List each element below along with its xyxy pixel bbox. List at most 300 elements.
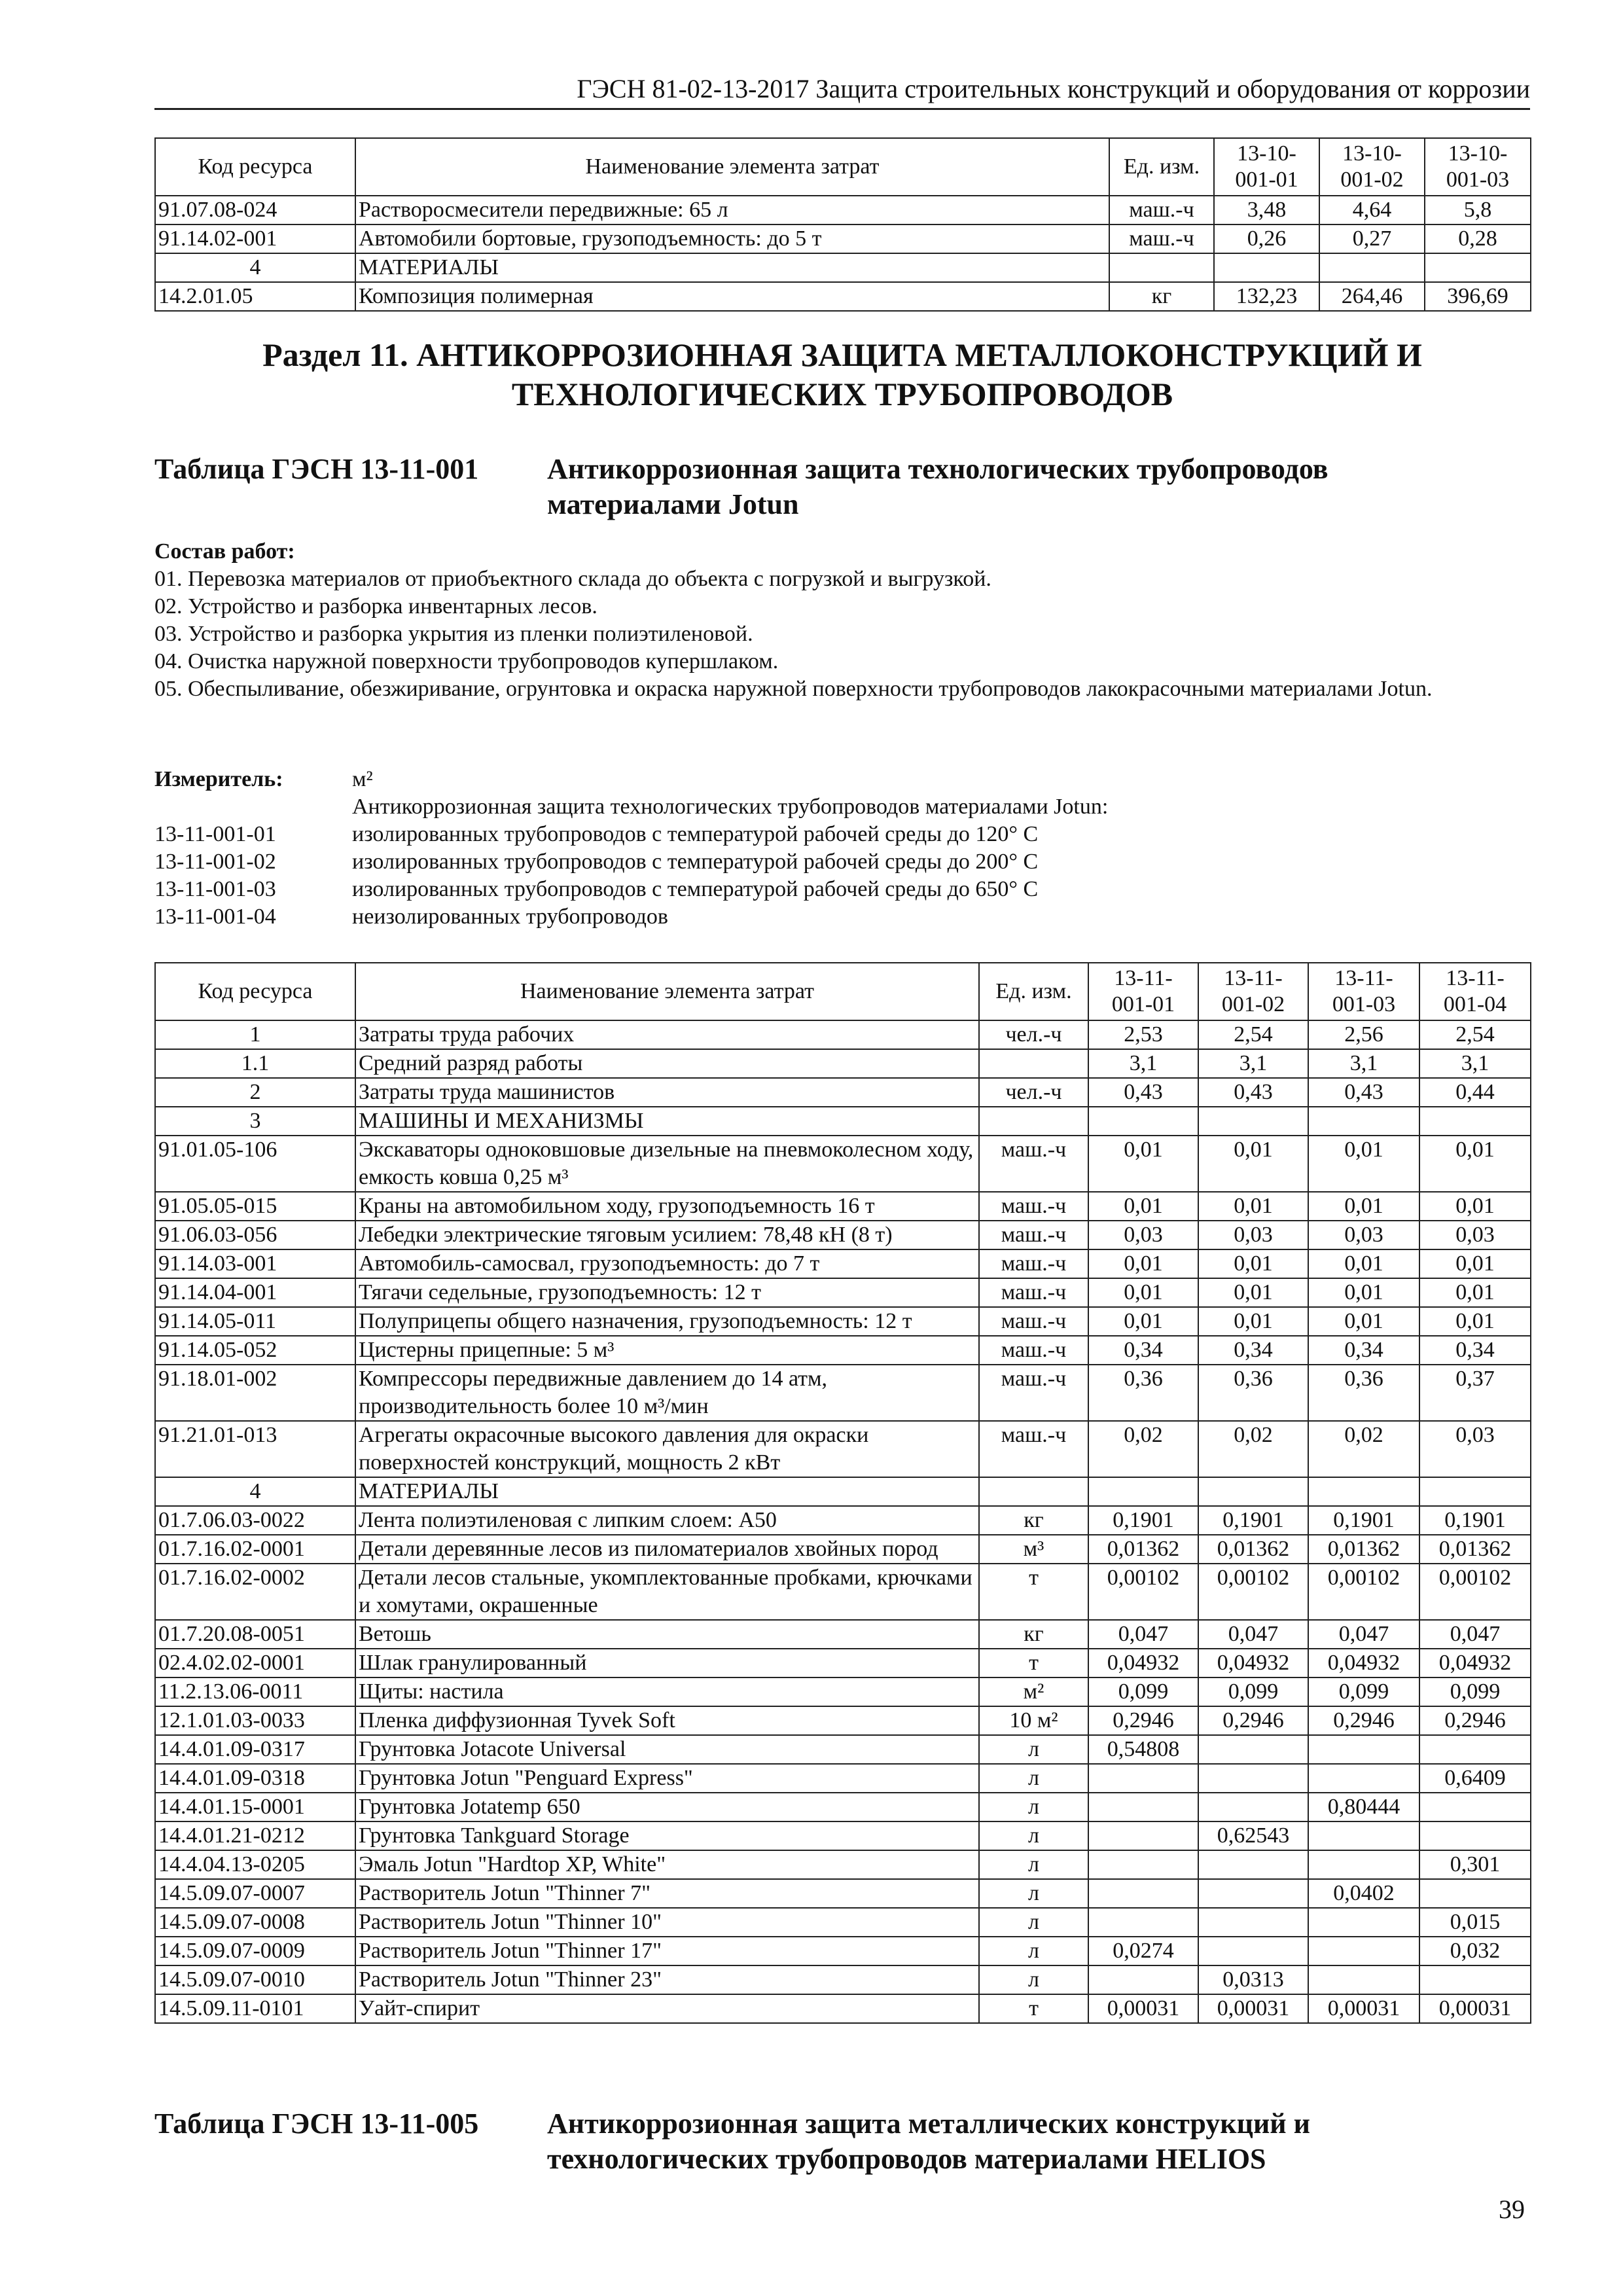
resource-table-13-10 (154, 137, 1531, 312)
resource-code: 14.4.04.13-0205 (155, 1850, 355, 1879)
norm-value: 0,01 (1198, 1278, 1308, 1307)
norm-value: 0,01 (1088, 1249, 1198, 1278)
table-row (155, 1249, 1531, 1278)
norm-value: 2,56 (1308, 1020, 1419, 1049)
unit-cell (979, 1107, 1088, 1136)
col-norm-header: 13-10- 001-01 (1214, 138, 1319, 196)
table-row (155, 224, 1531, 253)
resource-code: 12.1.01.03-0033 (155, 1706, 355, 1735)
norm-value: 0,099 (1308, 1677, 1419, 1706)
resource-code: 91.21.01-013 (155, 1421, 355, 1477)
table-row (155, 1764, 1531, 1793)
resource-code: 91.14.02-001 (155, 224, 355, 253)
table-row (155, 282, 1531, 311)
col-norm-header: 13-10- 001-02 (1319, 138, 1425, 196)
unit-cell: маш.-ч (979, 1307, 1088, 1336)
table-heading-title: Антикоррозионная защита металлических конструкций и технологических трубопроводов материалами HELIOS (547, 2108, 1310, 2175)
resource-name: Пленка диффузионная Tyvek Soft (355, 1706, 979, 1735)
measure-text: изолированных трубопроводов с температурой рабочей среды до 650° С (352, 877, 1039, 901)
section-title: Раздел 11. АНТИКОРРОЗИОННАЯ ЗАЩИТА МЕТАЛЛОКОНСТРУКЦИЙ И ТЕХНОЛОГИЧЕСКИХ ТРУБОПРОВОДОВ (262, 336, 1422, 412)
norm-value: 0,03 (1308, 1221, 1419, 1249)
col-unit-header: Ед. изм. (979, 963, 1088, 1020)
work-composition (154, 538, 1530, 703)
unit-cell: маш.-ч (1109, 196, 1214, 224)
resource-code: 14.2.01.05 (155, 282, 355, 311)
col-norm-header: 13-11- 001-03 (1308, 963, 1419, 1020)
norm-value: 2,53 (1088, 1020, 1198, 1049)
norm-value: 0,01 (1198, 1136, 1308, 1192)
norm-value: 0,43 (1308, 1078, 1419, 1107)
resource-code: 14.5.09.07-0007 (155, 1879, 355, 1908)
table-heading-title: Антикоррозионная защита технологических трубопроводов материалами Jotun (547, 453, 1329, 520)
norm-value: 264,46 (1319, 282, 1425, 311)
norm-value (1419, 1821, 1531, 1850)
norm-value: 0,01 (1198, 1249, 1308, 1278)
norm-value: 0,01362 (1419, 1535, 1531, 1564)
unit-cell (1109, 253, 1214, 282)
resource-code: 4 (155, 1477, 355, 1506)
norm-value: 0,34 (1198, 1336, 1308, 1365)
norm-value: 0,04932 (1198, 1649, 1308, 1677)
norm-value: 0,301 (1419, 1850, 1531, 1879)
norm-value (1419, 1793, 1531, 1821)
norm-value: 0,01 (1308, 1249, 1419, 1278)
table-row (155, 1879, 1531, 1908)
norm-value (1198, 1477, 1308, 1506)
unit-cell: л (979, 1764, 1088, 1793)
group-row (155, 1477, 1531, 1506)
unit-cell (979, 1049, 1088, 1078)
resource-code: 14.5.09.07-0010 (155, 1965, 355, 1994)
norm-value (1419, 1107, 1531, 1136)
norm-value: 0,0274 (1088, 1937, 1198, 1965)
norm-value (1308, 1908, 1419, 1937)
table-row (155, 1649, 1531, 1677)
resource-name: Тягачи седельные, грузоподъемность: 12 т (355, 1278, 979, 1307)
norm-value: 0,34 (1419, 1336, 1531, 1365)
norm-value: 0,01 (1198, 1307, 1308, 1336)
norm-value: 0,28 (1425, 224, 1531, 253)
col-name-header: Наименование элемента затрат (355, 138, 1109, 196)
resource-name: Средний разряд работы (355, 1049, 979, 1078)
norm-value: 0,03 (1419, 1221, 1531, 1249)
resource-code: 14.5.09.07-0008 (155, 1908, 355, 1937)
unit-cell: маш.-ч (979, 1421, 1088, 1477)
resource-name: Грунтовка Jotun "Penguard Express" (355, 1764, 979, 1793)
norm-value: 3,1 (1088, 1049, 1198, 1078)
resource-name: Растворитель Jotun "Thinner 23" (355, 1965, 979, 1994)
resource-table-13-11-001 (154, 962, 1531, 2024)
norm-value (1088, 1850, 1198, 1879)
measure-text: неизолированных трубопроводов (352, 905, 668, 929)
resource-code: 02.4.02.02-0001 (155, 1649, 355, 1677)
group-row (155, 1107, 1531, 1136)
table-row (155, 1850, 1531, 1879)
norm-value: 0,047 (1198, 1620, 1308, 1649)
resource-name: МАШИНЫ И МЕХАНИЗМЫ (355, 1107, 979, 1136)
resource-name: Растворосмесители передвижные: 65 л (355, 196, 1109, 224)
resource-code: 91.14.05-011 (155, 1307, 355, 1336)
norm-value: 0,00031 (1198, 1994, 1308, 2023)
norm-value: 0,047 (1088, 1620, 1198, 1649)
norm-value: 5,8 (1425, 196, 1531, 224)
table-row (155, 1020, 1531, 1049)
resource-name: Лента полиэтиленовая с липким слоем: А50 (355, 1506, 979, 1535)
measure-block (154, 766, 1530, 931)
resource-code: 91.06.03-056 (155, 1221, 355, 1249)
norm-value (1088, 1793, 1198, 1821)
norm-value: 0,54808 (1088, 1735, 1198, 1764)
resource-code: 2 (155, 1078, 355, 1107)
resource-name: МАТЕРИАЛЫ (355, 253, 1109, 282)
norm-value: 0,00031 (1419, 1994, 1531, 2023)
norm-value: 0,00102 (1308, 1564, 1419, 1620)
norm-value: 0,36 (1308, 1365, 1419, 1421)
norm-value: 0,03 (1088, 1221, 1198, 1249)
norm-value: 396,69 (1425, 282, 1531, 311)
resource-code: 14.5.09.07-0009 (155, 1937, 355, 1965)
table-row (155, 1078, 1531, 1107)
norm-value: 0,01 (1088, 1136, 1198, 1192)
col-code-header: Код ресурса (155, 963, 355, 1020)
norm-value (1308, 1850, 1419, 1879)
norm-value: 0,01362 (1088, 1535, 1198, 1564)
norm-value (1198, 1850, 1308, 1879)
table-row (155, 1735, 1531, 1764)
resource-name: Растворитель Jotun "Thinner 17" (355, 1937, 979, 1965)
unit-cell: л (979, 1850, 1088, 1879)
unit-cell: маш.-ч (979, 1336, 1088, 1365)
norm-value (1088, 1965, 1198, 1994)
resource-code: 14.4.01.21-0212 (155, 1821, 355, 1850)
norm-value (1308, 1965, 1419, 1994)
norm-value: 0,00102 (1419, 1564, 1531, 1620)
norm-value: 0,26 (1214, 224, 1319, 253)
norm-value: 0,2946 (1088, 1706, 1198, 1735)
running-header: ГЭСН 81-02-13-2017 Защита строительных конструкций и оборудования от коррозии (154, 73, 1530, 110)
norm-value: 0,34 (1088, 1336, 1198, 1365)
norm-value: 0,02 (1198, 1421, 1308, 1477)
resource-name: Детали деревянные лесов из пиломатериалов хвойных пород (355, 1535, 979, 1564)
measure-intro: Антикоррозионная защита технологических трубопроводов материалами Jotun: (352, 795, 1109, 819)
norm-value: 3,1 (1419, 1049, 1531, 1078)
resource-code: 91.14.03-001 (155, 1249, 355, 1278)
norm-value: 2,54 (1419, 1020, 1531, 1049)
norm-value: 3,1 (1308, 1049, 1419, 1078)
norm-value: 0,01362 (1198, 1535, 1308, 1564)
resource-name: Щиты: настила (355, 1677, 979, 1706)
norm-value: 0,00031 (1088, 1994, 1198, 2023)
norm-value (1308, 1107, 1419, 1136)
norm-value: 0,01 (1088, 1192, 1198, 1221)
measure-code: 13-11-001-02 (154, 850, 276, 874)
work-item: 04. Очистка наружной поверхности трубопроводов купершлаком. (154, 649, 779, 673)
table-row (155, 1937, 1531, 1965)
work-item: 03. Устройство и разборка укрытия из пленки полиэтиленовой. (154, 622, 753, 646)
norm-value: 0,099 (1198, 1677, 1308, 1706)
norm-value: 0,43 (1088, 1078, 1198, 1107)
unit-cell: маш.-ч (979, 1365, 1088, 1421)
table-row (155, 1620, 1531, 1649)
norm-value: 0,37 (1419, 1365, 1531, 1421)
col-name-header: Наименование элемента затрат (355, 963, 979, 1020)
table-row (155, 1365, 1531, 1421)
resource-name: Растворитель Jotun "Thinner 7" (355, 1879, 979, 1908)
unit-cell: маш.-ч (979, 1192, 1088, 1221)
table-row (155, 196, 1531, 224)
table-body (155, 1020, 1531, 2023)
col-norm-header: 13-11- 001-04 (1419, 963, 1531, 1020)
table-row (155, 1564, 1531, 1620)
norm-value (1088, 1107, 1198, 1136)
norm-value (1425, 253, 1531, 282)
unit-cell: маш.-ч (979, 1136, 1088, 1192)
norm-value: 0,04932 (1419, 1649, 1531, 1677)
norm-value: 0,00102 (1198, 1564, 1308, 1620)
resource-name: Агрегаты окрасочные высокого давления для окраски поверхностей конструкций, мощность 2 кВт (355, 1421, 979, 1477)
resource-code: 01.7.16.02-0002 (155, 1564, 355, 1620)
unit-cell: чел.-ч (979, 1078, 1088, 1107)
group-row (155, 253, 1531, 282)
unit-cell: л (979, 1879, 1088, 1908)
norm-value: 0,01362 (1308, 1535, 1419, 1564)
resource-code: 4 (155, 253, 355, 282)
norm-value (1319, 253, 1425, 282)
col-norm-header: 13-10- 001-03 (1425, 138, 1531, 196)
table-row (155, 1994, 1531, 2023)
norm-value: 0,01 (1419, 1307, 1531, 1336)
measure-unit: м² (352, 767, 373, 791)
norm-value: 2,54 (1198, 1020, 1308, 1049)
resource-code: 14.4.01.15-0001 (155, 1793, 355, 1821)
unit-cell: т (979, 1994, 1088, 2023)
unit-cell: маш.-ч (979, 1278, 1088, 1307)
unit-cell: л (979, 1965, 1088, 1994)
col-norm-header: 13-11- 001-02 (1198, 963, 1308, 1020)
unit-cell: кг (979, 1620, 1088, 1649)
norm-value: 0,0313 (1198, 1965, 1308, 1994)
resource-name: Полуприцепы общего назначения, грузоподъемность: 12 т (355, 1307, 979, 1336)
resource-code: 91.07.08-024 (155, 196, 355, 224)
table-row (155, 1821, 1531, 1850)
norm-value: 0,015 (1419, 1908, 1531, 1937)
table-row (155, 1677, 1531, 1706)
norm-value (1088, 1879, 1198, 1908)
norm-value: 0,01 (1419, 1192, 1531, 1221)
norm-value: 0,03 (1419, 1421, 1531, 1477)
norm-value (1419, 1477, 1531, 1506)
resource-name: Грунтовка Jotatemp 650 (355, 1793, 979, 1821)
norm-value: 0,43 (1198, 1078, 1308, 1107)
norm-value: 132,23 (1214, 282, 1319, 311)
unit-cell: л (979, 1937, 1088, 1965)
resource-code: 1.1 (155, 1049, 355, 1078)
norm-value: 0,2946 (1419, 1706, 1531, 1735)
norm-value: 0,62543 (1198, 1821, 1308, 1850)
resource-name: Компрессоры передвижные давлением до 14 атм, производительность более 10 м³/мин (355, 1365, 979, 1421)
norm-value: 0,01 (1308, 1307, 1419, 1336)
measure-code: 13-11-001-04 (154, 905, 276, 929)
norm-value: 0,04932 (1308, 1649, 1419, 1677)
norm-value (1088, 1477, 1198, 1506)
norm-value (1308, 1764, 1419, 1793)
norm-value: 4,64 (1319, 196, 1425, 224)
norm-value (1088, 1908, 1198, 1937)
resource-name: Затраты труда машинистов (355, 1078, 979, 1107)
resource-name: Шлак гранулированный (355, 1649, 979, 1677)
resource-name: Автомобиль-самосвал, грузоподъемность: до 7 т (355, 1249, 979, 1278)
norm-value: 0,032 (1419, 1937, 1531, 1965)
norm-value (1308, 1937, 1419, 1965)
col-norm-header: 13-11- 001-01 (1088, 963, 1198, 1020)
table-heading-label: Таблица ГЭСН 13-11-001 (154, 453, 479, 485)
resource-code: 01.7.16.02-0001 (155, 1535, 355, 1564)
unit-cell: м² (979, 1677, 1088, 1706)
table-row (155, 1535, 1531, 1564)
table-row (155, 1965, 1531, 1994)
measure-text: изолированных трубопроводов с температурой рабочей среды до 120° С (352, 822, 1039, 846)
norm-value: 0,01 (1088, 1307, 1198, 1336)
norm-value (1419, 1735, 1531, 1764)
norm-value: 0,00102 (1088, 1564, 1198, 1620)
norm-value: 0,0402 (1308, 1879, 1419, 1908)
work-composition-heading: Состав работ: (154, 539, 295, 564)
norm-value (1198, 1879, 1308, 1908)
resource-code: 91.01.05-106 (155, 1136, 355, 1192)
table-row (155, 1336, 1531, 1365)
table-heading-label: Таблица ГЭСН 13-11-005 (154, 2108, 479, 2140)
norm-value: 0,03 (1198, 1221, 1308, 1249)
norm-value (1419, 1965, 1531, 1994)
norm-value: 0,00031 (1308, 1994, 1419, 2023)
norm-value: 0,01 (1198, 1192, 1308, 1221)
norm-value (1088, 1821, 1198, 1850)
norm-value: 0,80444 (1308, 1793, 1419, 1821)
norm-value (1198, 1908, 1308, 1937)
col-unit-header: Ед. изм. (1109, 138, 1214, 196)
table-row (155, 1278, 1531, 1307)
norm-value: 0,01 (1419, 1278, 1531, 1307)
page-number: 39 (1499, 2195, 1525, 2224)
resource-code: 01.7.06.03-0022 (155, 1506, 355, 1535)
work-item: 01. Перевозка материалов от приобъектного склада до объекта с погрузкой и выгрузкой. (154, 567, 991, 591)
resource-code: 01.7.20.08-0051 (155, 1620, 355, 1649)
measure-code: 13-11-001-01 (154, 822, 276, 846)
resource-code: 91.18.01-002 (155, 1365, 355, 1421)
norm-value: 0,27 (1319, 224, 1425, 253)
measure-label: Измеритель: (154, 767, 283, 791)
measure-code: 13-11-001-03 (154, 877, 276, 901)
norm-value: 0,04932 (1088, 1649, 1198, 1677)
norm-value: 0,1901 (1308, 1506, 1419, 1535)
resource-code: 1 (155, 1020, 355, 1049)
resource-code: 91.05.05-015 (155, 1192, 355, 1221)
resource-name: Грунтовка Tankguard Storage (355, 1821, 979, 1850)
unit-cell: л (979, 1908, 1088, 1937)
norm-value: 0,44 (1419, 1078, 1531, 1107)
norm-value (1308, 1477, 1419, 1506)
table-row (155, 1908, 1531, 1937)
resource-code: 11.2.13.06-0011 (155, 1677, 355, 1706)
resource-code: 14.4.01.09-0318 (155, 1764, 355, 1793)
resource-name: Композиция полимерная (355, 282, 1109, 311)
resource-name: Растворитель Jotun "Thinner 10" (355, 1908, 979, 1937)
unit-cell: л (979, 1735, 1088, 1764)
col-code-header: Код ресурса (155, 138, 355, 196)
norm-value: 0,02 (1308, 1421, 1419, 1477)
resource-name: Краны на автомобильном ходу, грузоподъемность 16 т (355, 1192, 979, 1221)
norm-value: 0,2946 (1308, 1706, 1419, 1735)
unit-cell: маш.-ч (979, 1221, 1088, 1249)
norm-value: 0,01 (1308, 1136, 1419, 1192)
unit-cell: т (979, 1649, 1088, 1677)
resource-name: Цистерны прицепные: 5 м³ (355, 1336, 979, 1365)
norm-value: 0,6409 (1419, 1764, 1531, 1793)
unit-cell: т (979, 1564, 1088, 1620)
table-row (155, 1793, 1531, 1821)
unit-cell: 10 м² (979, 1706, 1088, 1735)
norm-value: 0,2946 (1198, 1706, 1308, 1735)
table-row (155, 1307, 1531, 1336)
norm-value: 0,01 (1308, 1278, 1419, 1307)
table-row (155, 1049, 1531, 1078)
resource-name: Эмаль Jotun "Hardtop XP, White" (355, 1850, 979, 1879)
table-row (155, 1136, 1531, 1192)
norm-value (1198, 1764, 1308, 1793)
norm-value: 0,34 (1308, 1336, 1419, 1365)
norm-value: 0,1901 (1198, 1506, 1308, 1535)
norm-value: 0,047 (1419, 1620, 1531, 1649)
table-row (155, 1706, 1531, 1735)
resource-name: Затраты труда рабочих (355, 1020, 979, 1049)
norm-value (1308, 1735, 1419, 1764)
norm-value: 3,48 (1214, 196, 1319, 224)
table-row (155, 1192, 1531, 1221)
unit-cell: маш.-ч (979, 1249, 1088, 1278)
resource-name: Уайт-спирит (355, 1994, 979, 2023)
unit-cell: кг (1109, 282, 1214, 311)
norm-value: 0,36 (1198, 1365, 1308, 1421)
resource-name: Грунтовка Jotacote Universal (355, 1735, 979, 1764)
norm-value (1419, 1879, 1531, 1908)
unit-cell: м³ (979, 1535, 1088, 1564)
norm-value: 0,01 (1419, 1136, 1531, 1192)
resource-name: Автомобили бортовые, грузоподъемность: до 5 т (355, 224, 1109, 253)
resource-name: Экскаваторы одноковшовые дизельные на пневмоколесном ходу, емкость ковша 0,25 м³ (355, 1136, 979, 1192)
norm-value: 0,01 (1419, 1249, 1531, 1278)
measure-text: изолированных трубопроводов с температурой рабочей среды до 200° С (352, 850, 1039, 874)
norm-value (1198, 1937, 1308, 1965)
resource-name: Ветошь (355, 1620, 979, 1649)
unit-cell: л (979, 1821, 1088, 1850)
norm-value: 0,099 (1088, 1677, 1198, 1706)
resource-name: Лебедки электрические тяговым усилием: 78,48 кН (8 т) (355, 1221, 979, 1249)
norm-value: 0,047 (1308, 1620, 1419, 1649)
norm-value (1308, 1821, 1419, 1850)
norm-value (1088, 1764, 1198, 1793)
unit-cell: маш.-ч (1109, 224, 1214, 253)
unit-cell: кг (979, 1506, 1088, 1535)
norm-value: 0,02 (1088, 1421, 1198, 1477)
norm-value: 0,36 (1088, 1365, 1198, 1421)
table-row (155, 1421, 1531, 1477)
norm-value: 0,1901 (1419, 1506, 1531, 1535)
work-item: 05. Обеспыливание, обезжиривание, огрунтовка и окраска наружной поверхности трубопроводов лакокрасочными материалами Jotun. (154, 677, 1433, 701)
norm-value (1214, 253, 1319, 282)
norm-value (1198, 1735, 1308, 1764)
resource-code: 14.4.01.09-0317 (155, 1735, 355, 1764)
resource-code: 14.5.09.11-0101 (155, 1994, 355, 2023)
